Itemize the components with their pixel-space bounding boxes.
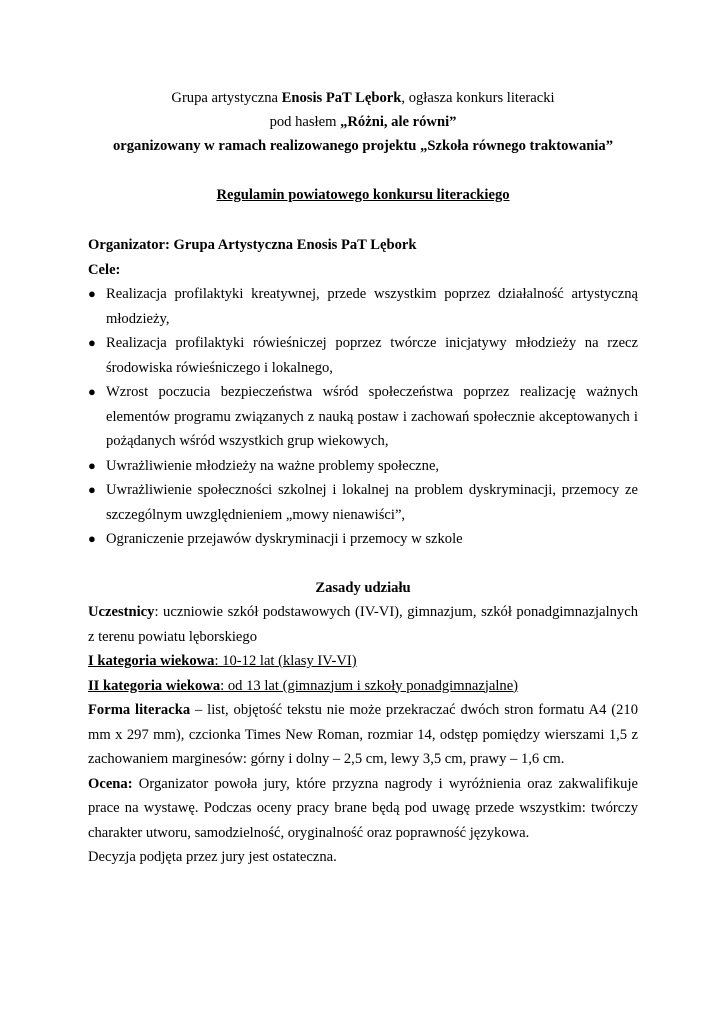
age-category-2: II kategoria wiekowa: od 13 lat (gimnazjum i szkoły ponadgimnazjalne) xyxy=(88,677,519,694)
bullet-icon: ● xyxy=(88,457,96,473)
group-name: Enosis PaT Lębork xyxy=(281,90,402,106)
list-item: ● Realizacja profilaktyki rówieśniczej poprzez twórcze inicjatywy młodzieży na rzecz środowiska rówieśniczego i lokalnego, xyxy=(88,331,638,380)
list-item: ● Realizacja profilaktyki kreatywnej, przede wszystkim poprzez działalność artystyczną młodzieży, xyxy=(88,282,638,331)
announcement-line-3: organizowany w ramach realizowanego projektu „Szkoła równego traktowania” xyxy=(112,138,614,154)
bullet-icon: ● xyxy=(88,286,96,301)
announcement-line-2: pod hasłem „Różni, ale równi” xyxy=(269,114,457,130)
form-label: Forma literacka xyxy=(88,702,191,718)
regulations-title: Regulamin powiatowego konkursu literackiego xyxy=(216,187,510,203)
regulations-title-block xyxy=(88,183,638,208)
document-body xyxy=(88,233,638,870)
participants-paragraph: Uczestnicy: uczniowie szkół podstawowych (IV-VI), gimnazjum, szkół ponadgimnazjalnych z terenu powiatu lęborskiego xyxy=(88,604,638,645)
literary-form-paragraph: Forma literacka – list, objętość tekstu nie może przekraczać dwóch stron formatu A4 (210 mm x 297 mm), czcionka Times New Roman, rozmiar 14, odstęp pomiędzy wierszami 1,5 z zachowaniem marginesów: górny i dolny – 2,5 cm, lewy 3,5 cm, prawy – 1,6 cm. xyxy=(88,702,638,767)
list-item: ● Uwrażliwienie młodzieży na ważne problemy społeczne, xyxy=(88,454,638,479)
age-category-1: I kategoria wiekowa: 10-12 lat (klasy IV-VI) xyxy=(88,653,357,669)
bullet-icon: ● xyxy=(88,335,96,350)
list-item: ● Uwrażliwienie społeczności szkolnej i lokalnej na problem dyskryminacji, przemocy ze szczególnym uwzględnieniem „mowy nienawiści”, xyxy=(88,478,638,527)
organizer-line: Organizator: Grupa Artystyczna Enosis PaT Lębork xyxy=(88,237,417,253)
contest-slogan: „Różni, ale równi” xyxy=(340,114,457,130)
bullet-icon: ● xyxy=(88,384,96,399)
announcement-header xyxy=(88,86,638,158)
rating-label: Ocena: xyxy=(88,775,133,792)
list-item: ● Wzrost poczucia bezpieczeństwa wśród społeczeństwa poprzez realizację ważnych elementów programu związanych z nauką postaw i zachowań społecznie akceptowanych i pożądanych wśród wszystkich grup wiekowych, xyxy=(88,380,638,454)
announcement-line-1: Grupa artystyczna Enosis PaT Lębork, ogłasza konkurs literacki xyxy=(171,90,555,106)
bullet-icon: ● xyxy=(88,482,96,497)
bullet-icon: ● xyxy=(88,531,96,546)
participants-label: Uczestnicy xyxy=(88,604,155,620)
rating-paragraph: Ocena: Organizator powoła jury, które przyzna nagrody i wyróżnienia oraz zakwalifikuje prace na wystawę. Podczas oceny pracy brane będą pod uwagę przede wszystkim: twórczy charakter utworu, samodzielność, oryginalność oraz poprawność językowa. xyxy=(88,775,638,841)
goals-label: Cele: xyxy=(88,261,121,278)
list-item: ● Ograniczenie przejawów dyskryminacji i przemocy w szkole xyxy=(88,527,638,552)
rules-section-title: Zasady udziału xyxy=(315,579,411,596)
decision-paragraph: Decyzja podjęta przez jury jest ostateczna. xyxy=(88,849,337,865)
goals-list xyxy=(88,282,638,552)
